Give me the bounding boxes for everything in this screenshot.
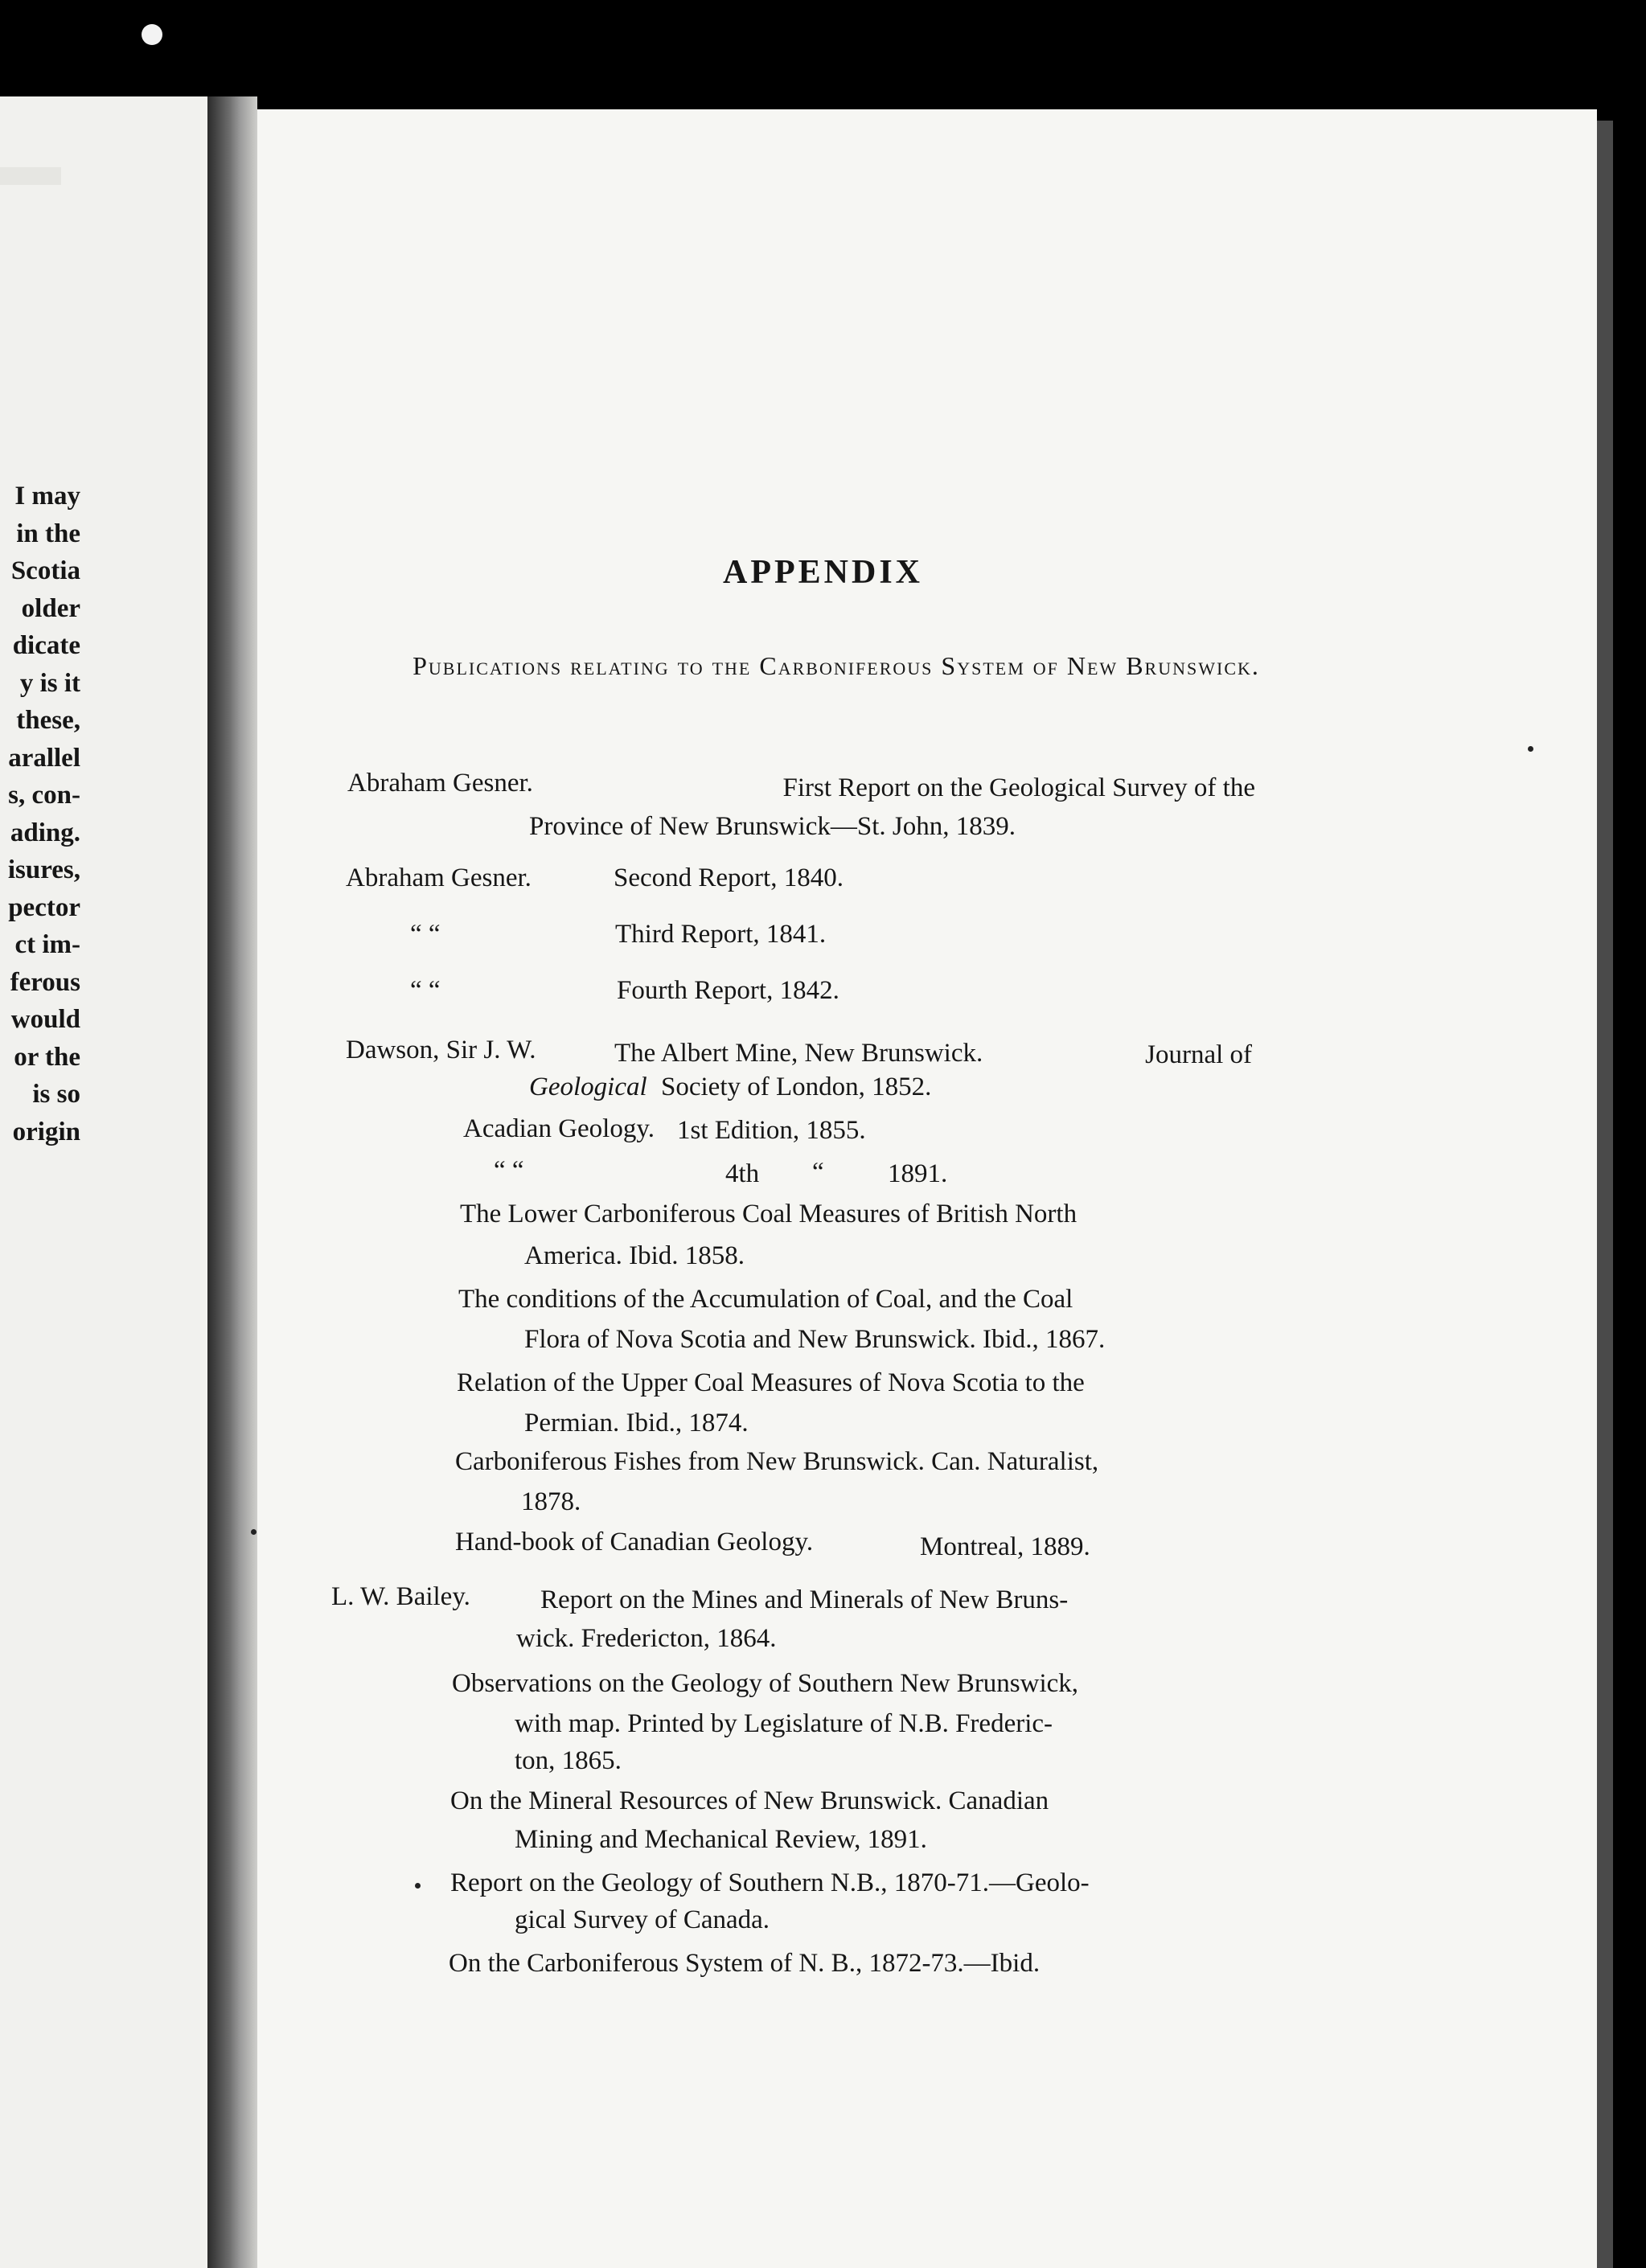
entry-continuation: Montreal, 1889. bbox=[920, 1532, 1090, 1561]
left-line: ading. bbox=[10, 818, 80, 847]
ditto-marks: “ bbox=[812, 1158, 824, 1187]
entry-title: On the Mineral Resources of New Brunswick. Canadian bbox=[450, 1786, 1049, 1815]
left-page-strip bbox=[0, 167, 61, 185]
left-line: I may bbox=[14, 482, 80, 511]
left-line: older bbox=[21, 593, 80, 623]
entry-edition: 1st Edition, 1855. bbox=[677, 1116, 866, 1145]
entry-journal-italic: Geological bbox=[529, 1072, 647, 1101]
entry-author: Abraham Gesner. bbox=[346, 863, 532, 892]
entry-author: L. W. Bailey. bbox=[331, 1582, 470, 1611]
entry-title: Second Report, 1840. bbox=[614, 863, 844, 892]
entry-title: Report on the Geology of Southern N.B., 1870-71.—Geolo- bbox=[450, 1868, 1090, 1897]
entry-continuation: gical Survey of Canada. bbox=[515, 1905, 770, 1934]
entry-continuation: wick. Fredericton, 1864. bbox=[516, 1624, 777, 1653]
entry-author: Abraham Gesner. bbox=[347, 769, 533, 798]
speck bbox=[415, 1883, 421, 1889]
speck bbox=[251, 1529, 257, 1535]
left-line: Scotia bbox=[10, 556, 80, 585]
ditto-marks: “ “ bbox=[410, 976, 441, 1005]
entry-title: Acadian Geology. bbox=[463, 1114, 655, 1143]
left-line: or the bbox=[14, 1042, 80, 1072]
entry-continuation: America. Ibid. 1858. bbox=[524, 1241, 745, 1270]
left-line: these, bbox=[16, 706, 80, 735]
entry-continuation: Flora of Nova Scotia and New Brunswick. Ibid., 1867. bbox=[524, 1325, 1106, 1354]
entry-title: Observations on the Geology of Southern New Brunswick, bbox=[452, 1669, 1079, 1698]
entry-continuation: Permian. Ibid., 1874. bbox=[524, 1409, 749, 1437]
section-heading: Publications relating to the Carboniferous System of New Brunswick. bbox=[413, 651, 1260, 680]
entry-continuation: 1878. bbox=[521, 1487, 581, 1516]
entry-title: The Albert Mine, New Brunswick. bbox=[614, 1039, 983, 1068]
binding-hole bbox=[142, 24, 162, 45]
page-edge bbox=[1597, 121, 1613, 2268]
left-line: ferous bbox=[10, 967, 80, 997]
entry-title: First Report on the Geological Survey of the bbox=[782, 773, 1255, 802]
entry-title: Carboniferous Fishes from New Brunswick. Can. Naturalist, bbox=[455, 1447, 1099, 1476]
entry-title: On the Carboniferous System of N. B., 1872-73.—Ibid. bbox=[449, 1949, 1041, 1978]
entry-year: 1891. bbox=[888, 1159, 948, 1188]
entry-title: Hand-book of Canadian Geology. bbox=[455, 1528, 814, 1556]
left-line: isures, bbox=[7, 855, 80, 884]
left-line: dicate bbox=[12, 631, 80, 660]
left-line: s, con- bbox=[8, 781, 80, 810]
entry-journal: Journal of bbox=[1145, 1040, 1252, 1069]
entry-continuation: with map. Printed by Legislature of N.B. Frederic- bbox=[515, 1709, 1053, 1738]
entry-title: Third Report, 1841. bbox=[615, 920, 827, 949]
entry-title: Relation of the Upper Coal Measures of Nova Scotia to the bbox=[457, 1368, 1085, 1397]
left-line: is so bbox=[32, 1080, 80, 1109]
entry-continuation: Province of New Brunswick—St. John, 1839. bbox=[529, 812, 1016, 841]
ditto-marks: “ “ bbox=[494, 1156, 524, 1185]
ditto-marks: “ “ bbox=[410, 920, 441, 949]
book-spine bbox=[207, 96, 257, 2268]
entry-continuation: ton, 1865. bbox=[515, 1746, 622, 1775]
left-line: in the bbox=[16, 519, 80, 548]
entry-continuation: Society of London, 1852. bbox=[661, 1072, 932, 1101]
speck bbox=[1528, 746, 1533, 752]
left-line: pector bbox=[8, 892, 80, 922]
left-line: ct im- bbox=[14, 930, 80, 959]
entry-continuation: Mining and Mechanical Review, 1891. bbox=[515, 1825, 927, 1854]
page-title: APPENDIX bbox=[723, 554, 923, 591]
left-line: y is it bbox=[19, 668, 80, 698]
left-page bbox=[0, 96, 232, 2268]
left-line: arallel bbox=[8, 743, 80, 773]
entry-edition: 4th bbox=[725, 1159, 760, 1188]
entry-title: Fourth Report, 1842. bbox=[617, 976, 839, 1005]
entry-title: Report on the Mines and Minerals of New Bruns- bbox=[540, 1585, 1069, 1614]
entry-title: The conditions of the Accumulation of Coal, and the Coal bbox=[458, 1285, 1073, 1314]
entry-title: The Lower Carboniferous Coal Measures of British North bbox=[460, 1200, 1077, 1228]
left-line: origin bbox=[12, 1117, 80, 1146]
entry-author: Dawson, Sir J. W. bbox=[346, 1036, 536, 1064]
left-line: would bbox=[10, 1005, 80, 1034]
